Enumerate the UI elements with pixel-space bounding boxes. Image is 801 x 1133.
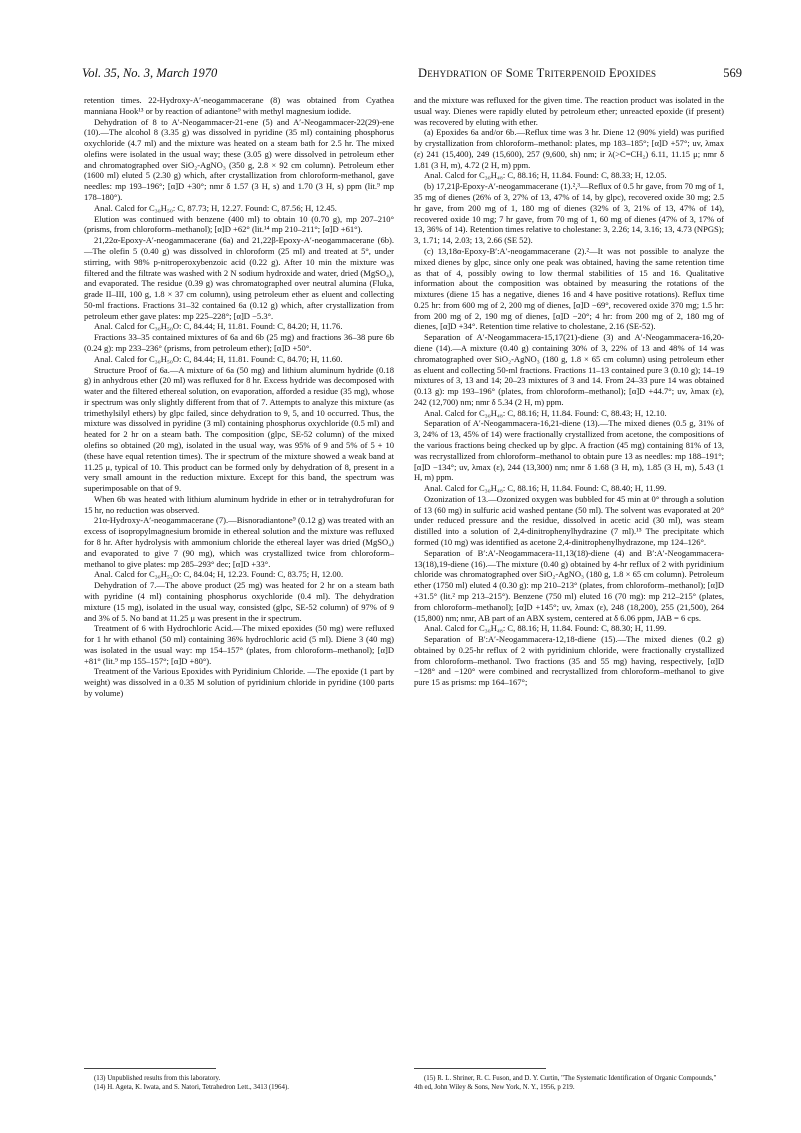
footnote: (14) H. Ageta, K. Iwata, and S. Natori, Tetrahedron Lett., 3413 (1964). (94, 1083, 289, 1091)
page-header (82, 66, 742, 82)
paragraph: Anal. Calcd for C₃₀H₅₀: C, 87.73; H, 12.27. Found: C, 87.56; H, 12.45. (94, 202, 337, 213)
paragraph: Fractions 33–35 contained mixtures of 6a and 6b (25 mg) and fractions 36–38 pure 6b (0.24 g): mp 233–236° (prisms, from petroleum ether); [α]D +50°. (84, 332, 394, 353)
footnote: (15) R. L. Shriner, R. C. Fuson, and D. Y. Curtin, "The Systematic Identification of Organic Compounds," 4th ed, John Wiley & Sons, New York, N. Y., 1956, p 219. (414, 1075, 717, 1091)
paragraph: Treatment of 6 with Hydrochloric Acid.—The mixed epoxides (50 mg) were refluxed for 1 hr with ethanol (50 ml) containing 36% hydrochloric acid (5 ml). Diene 3 (40 mg) was isolated in the usual way: mp 154–157° (plates, from chloroform–methanol); [α]D +81° (lit.⁹ mp 155–157°; [α]D +80°). (84, 623, 394, 666)
paragraph: Anal. Calcd for C₃₀H₅₀O: C, 84.44; H, 11.81. Found: C, 84.20; H, 11.76. (94, 321, 343, 332)
paragraph: (b) 17,21β-Epoxy-A′-neogammacerane (1).²,³—Reflux of 0.5 hr gave, from 70 mg of 1, 35 mg of dienes (26% of 3, 27% of 13, 47% of 14, by glpc), recovered oxide 30 mg; 2.5 hr gave, from 200 mg of 1, 180 mg of dienes (32% of 3, 21% of 13, 47% of 14), recovered oxide 10 mg; 7 hr gave, from 70 mg of 1, 60 mg of dienes (47% of 3, 17% of 13, 36% of 14). Retention times relative to cholestane: 3, 2.26; 14, 3.16; 13, 4.73 (NPGS); 3, 1.71; 14, 2.03; 13, 2.66 (SE 52). (414, 181, 724, 246)
right-column (414, 95, 724, 688)
paragraph: retention times. 22-Hydroxy-A′-neogammacerane (8) was obtained from Cyathea manniana Hook¹³ or by reaction of adiantone⁹ with methyl magnesium iodide. (84, 95, 394, 116)
paragraph: Anal. Calcd for C₃₀H₄₈: C, 88.16; H, 11.84. Found: C, 88.43; H, 12.10. (424, 407, 667, 418)
paragraph: (a) Epoxides 6a and/or 6b.—Reflux time was 3 hr. Diene 12 (90% yield) was purified by crystallization from chloroform–methanol: plates, mp 183–185°; [α]D +57°; uv, λmax (ε) 241 (15,400), 249 (15,600), 257 (9,600, sh) nm; ir λ(>C=CH₂) 6.11, 11.15 μ; nmr δ 1.81 (3 H, m), 4.72 (2 H, m) ppm. (414, 127, 724, 170)
paragraph: Separation of B′:A′-Neogammacera-11,13(18)-diene (4) and B′:A′-Neogammacera-13(18),19-diene (16).—The mixture (0.40 g) obtained by 4-hr reflux of 2 with pyridinium chloride was chromatographed over SiO₂-AgNO₃ (180 g, 1.8 × 65 cm column). Petroleum ether (1750 ml) eluted 4 (0.30 g): mp 210–213° (plates, from chloroform–methanol); [α]D +31.5° (lit.² mp 213–215°). Benzene (750 ml) eluted 16 (70 mg): mp 212–215° (plates, from chloroform–methanol); [α]D +145°; uv, λmax (ε), 248 (18,200), 255 (21,500), 264 (15,800) nm; nmr, AB part of an ABX system, centered at δ 6.06 ppm, JAB = 6 cps. (414, 547, 724, 623)
paragraph: Treatment of the Various Epoxides with Pyridinium Chloride. —The epoxide (1 part by weight) was dissolved in a 0.35 M solution of pyridinium chloride in pyridine (100 parts by volume) (84, 666, 394, 698)
running-title: Dehydration of Some Triterpenoid Epoxides (418, 66, 657, 80)
paragraph: Separation of A′-Neogammacera-15,17(21)-diene (3) and A′-Neogammacera-16,20-diene (14).—A mixture (0.40 g) containing 30% of 3, 22% of 13 and 48% of 14 was chromatographed over SiO₂-AgNO₃ (180 g, 1.8 × 65 cm column) using petroleum ether as eluent and collecting 50-ml fractions. Fractions 11–13 contained pure 3 (0.10 g); 14–19 mixtures of 3, 13 and 14; 20–23 mixtures of 3 and 14. From 24–33 pure 14 was obtained (0.13 g): mp 193–196° (plates, from chloroform–methanol); [α]D +44.7°; uv, λmax (ε), 242 (12,700) nm; nmr δ 5.34 (2 H, m) ppm. (414, 332, 724, 407)
paragraph: Anal. Calcd for C₃₀H₄₈: C, 88.16; H, 11.84. Found: C, 88.30; H, 11.99. (424, 623, 667, 634)
paragraph: Separation of B′:A′-Neogammacera-12,18-diene (15).—The mixed dienes (0.2 g) obtained by 0.25-hr reflux of 2 with pyridinium chloride, were fractionally crystallized from chloroform–methanol. Two fractions (35 and 55 mg) having, respectively, [α]D −128° and −120° were combined and recrystallized from chloroform–methanol to give pure 15 as prisms: mp 164–167°; (414, 634, 724, 688)
paragraph: and the mixture was refluxed for the given time. The reaction product was isolated in the usual way. Dienes were rapidly eluted by petroleum ether; unreacted epoxide (if present) was recovered by eluting with ether. (414, 95, 724, 127)
paragraph: Structure Proof of 6a.—A mixture of 6a (50 mg) and lithium aluminum hydride (0.18 g) in anhydrous ether (20 ml) was refluxed for 8 hr. Excess hydride was decomposed with water and the filtered ethereal solution, on evaporation, afforded a residue (35 mg), whose ir spectrum was only slightly different from that of 7. Attempts to analyze this mixture (as trimethylsilyl ethers) by glpc failed, since dehydration to 9, 5, and 10 occurred. Thus, the mixture was dissolved in pyridine (3 ml) containing phosphorus oxychloride (0.5 ml) and heated for 2 hr on a steam bath. The composition (glpc, SE-52 column) of the mixed olefins so obtained (20 mg), isolated in the usual way, was 95% of 9 and 5% of 5 + 10 (these have equal retention times). The ir spectrum of the mixture showed a weak band at 11.25 μ, typical of 10. This product can be formed only by dehydration of 8, present in a very small amount in the reduction mixture. Except for this band, the spectrum was superimposable on that of 9. (84, 364, 394, 494)
paragraph: 21α-Hydroxy-A′-neogammacerane (7).—Bisnoradiantone⁹ (0.12 g) was treated with an excess of isopropylmagnesium bromide in ethereal solution and the mixture was refluxed for 8 hr. After hydrolysis with ammonium chloride the ethereal layer was dried (MgSO₄) and evaporated to give 7 (90 mg), which was crystallized twice from chloroform–methanol to give plates: mp 285–293° dec; [α]D +33°. (84, 515, 394, 569)
paragraph: Elution was continued with benzene (400 ml) to obtain 10 (0.70 g), mp 207–210° (prisms, from chloroform–methanol); [α]D +62° (lit.¹⁴ mp 210–211°; [α]D +61°). (84, 213, 394, 235)
journal-citation: Vol. 35, No. 3, March 1970 (82, 66, 218, 80)
paragraph: (c) 13,18α-Epoxy-B′:A′-neogammacerane (2).²—It was not possible to analyze the mixed dienes by glpc, since only one peak was obtained, having the same retention time as that of 4, possibly owing to low thermal stabilities of 15 and 16. Qualitative information about the composition was obtained by measuring the rotations of the mixtures (diene 15 has a negative, dienes 16 and 4 have positive rotations). Reflux time 0.25 hr: from 600 mg of 2, 200 mg of dienes, [α]D −69°, recovered oxide 370 mg; 1.5 hr: from 200 mg of 2, 190 mg of dienes, [α]D −20°; 4 hr: from 200 mg of 2, 180 mg of dienes, [α]D +34°. Retention time relative to cholestane, 2.16 (SE-52). (414, 245, 724, 332)
page-number: 569 (723, 66, 742, 80)
paragraph: Dehydration of 8 to A′-Neogammacer-21-ene (5) and A′-Neogammacer-22(29)-ene (10).—The alcohol 8 (3.35 g) was dissolved in pyridine (35 ml) containing phosphorus oxychloride (4.7 ml) and the mixture was heated on a steam bath for 2.5 hr. The mixed olefins were isolated in the usual way; these (3.05 g) were dissolved in petroleum ether and chromatographed over SiO₂-AgNO₃ (350 g, 2.8 × 92 cm column). Petroleum ether (1600 ml) eluted 5 (2.30 g) which, after crystallization from chloroform-methanol, gave needles: mp 193–196°; [α]D +30°; nmr δ 1.57 (3 H, s) and 1.70 (3 H, s) ppm (lit.⁹ mp 178–180°). (84, 116, 394, 203)
paragraph: Anal. Calcd for C₃₀H₄₈: C, 88.16; H, 11.84. Found: C, 88.40; H, 11.99. (424, 483, 667, 494)
paragraph: When 6b was heated with lithium aluminum hydride in ether or in tetrahydrofuran for 15 hr, no reduction was observed. (84, 493, 394, 515)
paragraph: Anal. Calcd for C₃₀H₅₂O: C, 84.04; H, 12.23. Found: C, 83.75; H, 12.00. (94, 569, 344, 580)
footnotes-right (414, 1068, 717, 1092)
left-column (84, 95, 394, 699)
paragraph: Anal. Calcd for C₃₀H₄₈: C, 88.16; H, 11.84. Found: C, 88.33; H, 12.05. (424, 170, 667, 181)
paragraph: Dehydration of 7.—The above product (25 mg) was heated for 2 hr on a steam bath with pyridine (4 ml) containing phosphorus oxychloride (0.4 ml). The dehydration mixture (15 mg), isolated in the usual way, consisted (glpc, SE-52 column) of 97% of 9 and 3% of 5. No band at 11.25 μ was present in the ir spectrum. (84, 580, 394, 623)
footnote: (13) Unpublished results from this laboratory. (94, 1075, 221, 1082)
paragraph: Anal. Calcd for C₃₀H₅₀O: C, 84.44; H, 11.81. Found: C, 84.70; H, 11.60. (94, 353, 343, 364)
paragraph: Ozonization of 13.—Ozonized oxygen was bubbled for 45 min at 0° through a solution of 13 (60 mg) in sulfuric acid washed pentane (50 ml). The solvent was evaporated at 20° under reduced pressure and the residue, dissolved in acetic acid (30 ml), was steam distilled into a solution of 2,4-dinitrophenylhydrazine (7 ml).¹⁵ The precipitate which formed (10 mg) was identified as acetone 2,4-dinitrophenylhydrazone, mp 124–126°. (414, 493, 724, 548)
paragraph: Separation of A′-Neogammacera-16,21-diene (13).—The mixed dienes (0.5 g, 31% of 3, 24% of 13, 45% of 14) were fractionally crystallized from acetone, the compositions of the various fractions being checked up by glpc. A fraction (45 mg) containing 81% of 13, was recrystallized from chloroform–methanol to obtain pure 13 as needles: mp 188–191°; [α]D −134°; uv, λmax (ε), 244 (13,300) nm; nmr δ 1.68 (3 H, m), 1.85 (3 H, m), 5.43 (1 H, m) ppm. (414, 418, 724, 483)
footnotes-left (84, 1068, 289, 1092)
paragraph: 21,22α-Epoxy-A′-neogammacerane (6a) and 21,22β-Epoxy-A′-neogammacerane (6b).—The olefin 5 (0.40 g) was dissolved in chloroform (25 ml) and treated at 5°, under stirring, with 98% p-nitroperoxybenzoic acid (0.22 g). After 10 min the mixture was filtered and the filtrate was washed with 2 N sodium hydroxide and water, dried (MgSO₄), and evaporated. The residue (0.39 g) was chromatographed over neutral alumina (Fluka, grade II–III, 100 g, 1.8 × 37 cm column), using petroleum ether as eluent and collecting 50-ml fractions. Fractions 31–32 contained 6a (0.12 g) which, after crystallization from petroleum ether gave plates: mp 225–228°; [α]D −5.3°. (84, 235, 394, 321)
